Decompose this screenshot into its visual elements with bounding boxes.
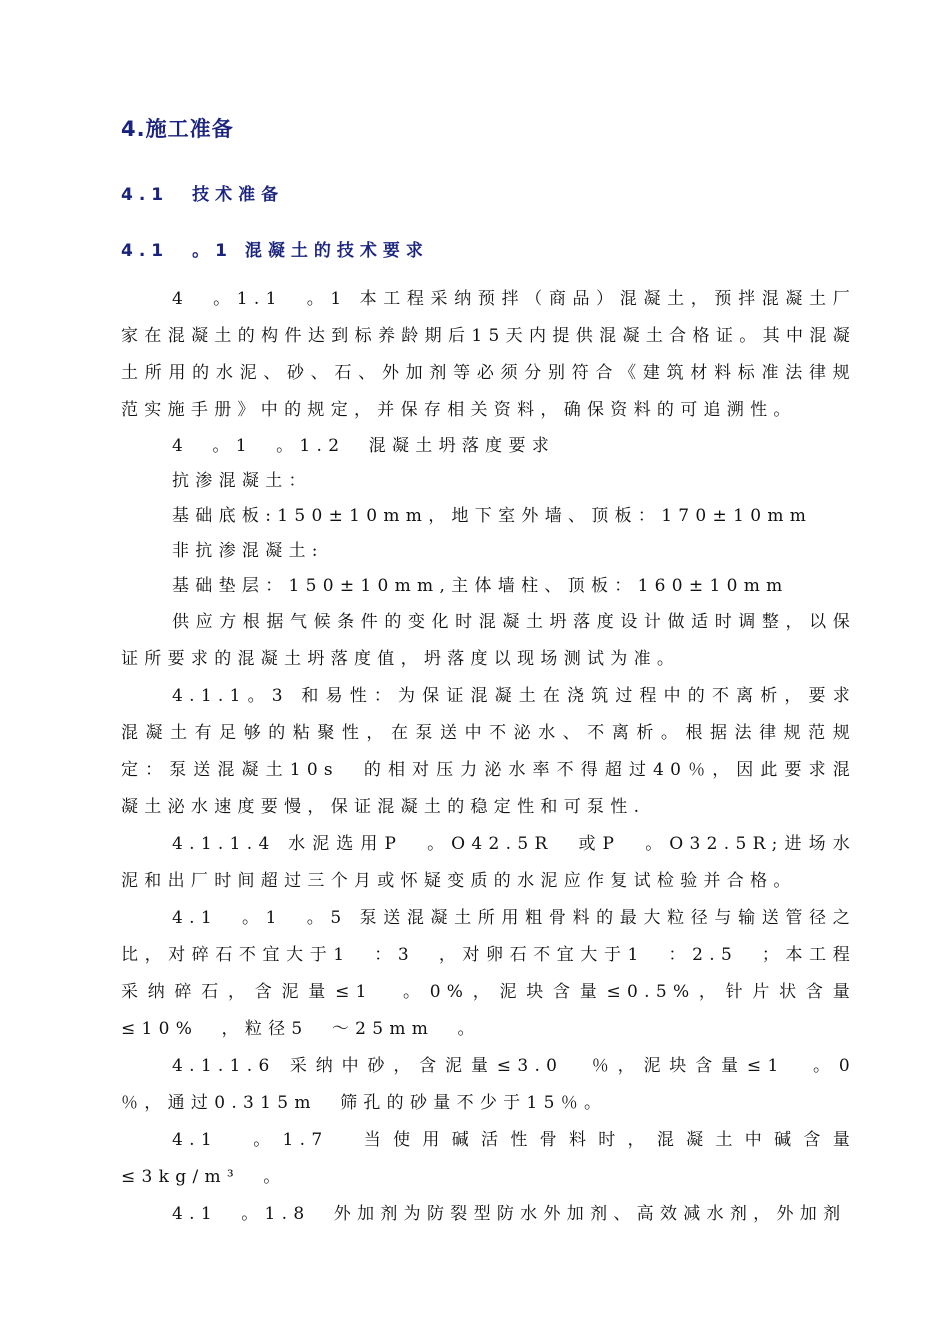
paragraph-slump-adjust: 供应方根据气候条件的变化时混凝土坍落度设计做适时调整，以保证所要求的混凝土坍落度值，坍落度以现场测试为准。 bbox=[121, 612, 856, 669]
paragraph-4-1-1-1: 4 。1.1 。1 本工程采纳预拌（商品）混凝土，预拌混凝土厂家在混凝土的构件达到标养龄期后15天内提供混凝土合格证。其中混凝土所用的水泥、砂、石、外加剂等必须分别符合《建筑材料标准法律规范实施手册》中的规定，并保存相关资料，确保资料的可追溯性。 bbox=[121, 289, 856, 420]
subsection-heading: 4.1 技术准备 bbox=[121, 185, 285, 205]
paragraph-foundation-slab: 基础底板:150±10mm，地下室外墙、顶板：170±10mm bbox=[172, 506, 813, 526]
paragraph-4-1-1-6: 4.1.1.6 采纳中砂，含泥量≤3.0 ％，泥块含量≤1 。0 ％，通过0.315m 筛孔的砂量不少于15％。 bbox=[121, 1056, 880, 1113]
paragraph-4-1-1-5: 4.1 。1 。5 泵送混凝土所用粗骨料的最大粒径与输送管径之比，对碎石不宜大于1 ：3 ，对卵石不宜大于1 ：2.5 ；本工程采纳碎石，含泥量≤1 。0%，泥块含量≤0.5%，针片状含量≤10% ，粒径5 ～25mm 。 bbox=[121, 908, 856, 1039]
paragraph-4-1-1-8: 4.1 。1.8 外加剂为防裂型防水外加剂、高效减水剂，外加剂 bbox=[172, 1204, 847, 1224]
paragraph-foundation-cushion: 基础垫层：150±10mm,主体墙柱、顶板：160±10mm bbox=[172, 576, 789, 596]
paragraph-4-1-1-7: 4.1 。1.7 当使用碱活性骨料时，混凝土中碱含量≤3kg/m³ 。 bbox=[121, 1130, 856, 1187]
subsubsection-heading: 4.1 。1 混凝土的技术要求 bbox=[121, 241, 429, 261]
section-heading: 4.施工准备 bbox=[121, 117, 234, 141]
paragraph-4-1-1-3: 4.1.1。3 和易性：为保证混凝土在浇筑过程中的不离析，要求混凝土有足够的粘聚性，在泵送中不泌水、不离析。根据法律规范规定：泵送混凝土10s 的相对压力泌水率不得超过40％，因此要求混凝土泌水速度要慢，保证混凝土的稳定性和可泵性. bbox=[121, 686, 856, 817]
paragraph-impermeable-label: 抗渗混凝土： bbox=[172, 471, 312, 491]
paragraph-4-1-1-4: 4.1.1.4 水泥选用P 。O42.5R 或P 。O32.5R;进场水泥和出厂时间超过三个月或怀疑变质的水泥应作复试检验并合格。 bbox=[121, 834, 856, 891]
paragraph-4-1-1-2-title: 4 。1 。1.2 混凝土坍落度要求 bbox=[172, 436, 556, 456]
document-body bbox=[121, 281, 880, 1233]
paragraph-non-impermeable-label: 非抗渗混凝土: bbox=[172, 541, 324, 561]
